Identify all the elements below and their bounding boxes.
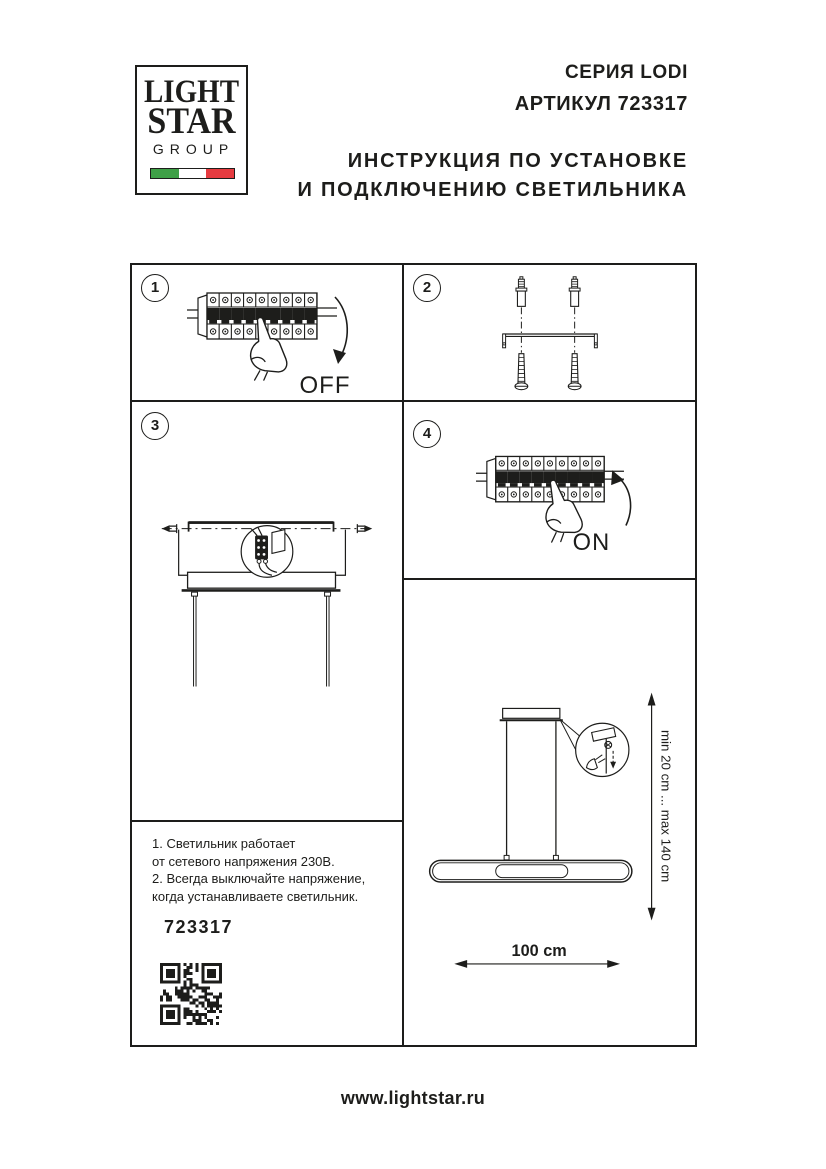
bracket-bar — [189, 521, 334, 524]
canopy-base-plate — [182, 589, 341, 592]
step-1-badge: 1 — [141, 274, 169, 302]
instruction-grid — [130, 263, 697, 1047]
logo-word-light: LIGHT — [143, 74, 240, 110]
grid-left-divider — [132, 820, 404, 822]
wall-anchor-icon — [569, 277, 580, 307]
axis-dash-line — [521, 307, 574, 352]
note-line: 2. Всегда выключайте напряжение, — [152, 871, 366, 886]
step-4-badge: 4 — [413, 420, 441, 448]
connector-icon — [272, 530, 285, 554]
ceiling-canopy — [503, 708, 560, 718]
terminal-block-icon — [255, 536, 268, 560]
cable-adjuster-detail-circle — [576, 723, 629, 776]
cable-nub — [553, 855, 558, 859]
article-number: 723317 — [164, 917, 234, 937]
mounting-bracket-icon — [503, 334, 598, 348]
off-arrowhead-icon — [333, 349, 346, 364]
suspension-cables — [507, 721, 556, 855]
safety-notes — [152, 835, 392, 905]
italian-flag-icon — [150, 168, 235, 179]
height-range-label: min 20 cm ... max 140 cm — [658, 729, 674, 883]
website-link: www.lightstar.ru — [340, 1088, 486, 1108]
series-title: СЕРИЯ LODI — [564, 62, 688, 83]
wall-anchor-icon — [516, 277, 527, 307]
qr-code — [160, 963, 222, 1025]
instruction-title-line2: И ПОДКЛЮЧЕНИЮ СВЕТИЛЬНИКА — [297, 179, 688, 201]
mounting-screw-icon — [515, 354, 528, 390]
off-label: OFF — [299, 372, 351, 399]
lamp-body — [430, 860, 632, 882]
off-rotation-arrow-icon — [335, 297, 347, 356]
step-2-badge: 2 — [413, 274, 441, 302]
note-line: 1. Светильник работает — [152, 836, 296, 851]
suspension-cables — [194, 596, 329, 686]
side-screw-icon — [162, 524, 177, 533]
side-screw-icon — [357, 524, 372, 533]
cable-nub — [504, 855, 509, 859]
on-label: ON — [572, 530, 611, 557]
document-header — [297, 62, 688, 205]
wiring-detail-circle — [241, 526, 293, 578]
width-label: 100 cm — [511, 942, 567, 961]
instruction-title-line1: ИНСТРУКЦИЯ ПО УСТАНОВКЕ — [347, 150, 688, 172]
logo-word-star: STAR — [147, 101, 236, 142]
article-title: АРТИКУЛ 723317 — [514, 93, 688, 115]
step-4-breaker-on-illustration — [404, 402, 695, 578]
mounting-screw-icon — [568, 354, 581, 390]
on-rotation-arrow-icon — [618, 477, 631, 525]
on-arrowhead-icon — [611, 470, 624, 485]
note-line: когда устанавливаете светильник. — [152, 888, 359, 904]
circuit-breaker-icon — [476, 456, 624, 501]
step-3-canopy-mounting-illustration — [132, 402, 402, 820]
cable-gland — [325, 592, 331, 596]
step-3-badge: 3 — [141, 412, 169, 440]
lightstar-logo — [135, 65, 248, 195]
cable-gland — [192, 592, 198, 596]
note-line: от сетевого напряжения 230В. — [152, 853, 335, 869]
step-2-mounting-kit-illustration — [404, 265, 695, 400]
lamp-dimensions-illustration — [404, 580, 695, 1045]
width-dimension — [454, 942, 620, 968]
logo-word-group: GROUP — [152, 141, 235, 157]
step-1-breaker-off-illustration — [132, 265, 402, 400]
height-dimension — [648, 693, 674, 921]
